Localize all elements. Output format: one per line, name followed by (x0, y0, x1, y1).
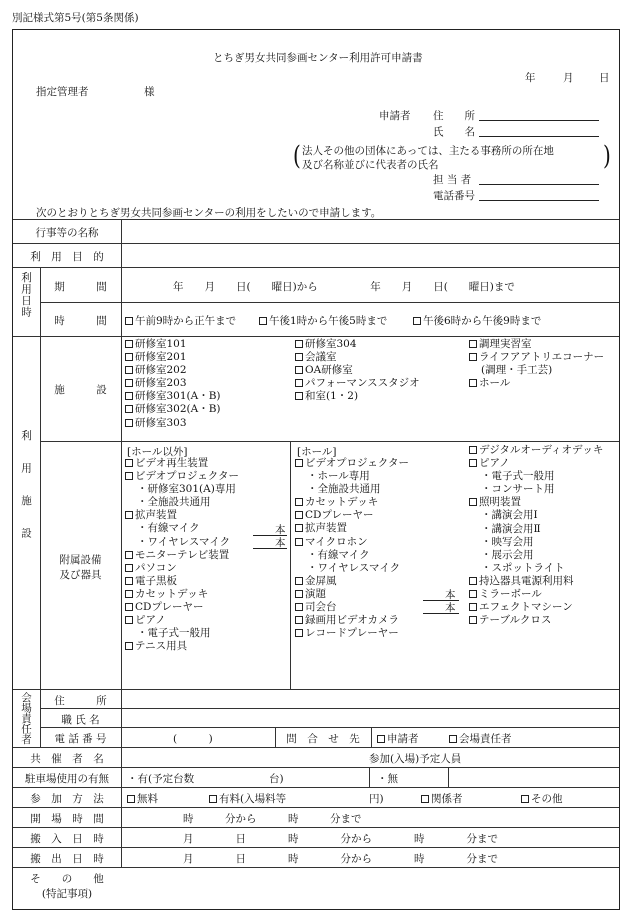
time-option-morning[interactable] (125, 313, 236, 328)
checkbox[interactable] (449, 735, 457, 743)
checkbox-item[interactable] (125, 390, 221, 403)
checkbox-item[interactable] (125, 470, 239, 483)
checkbox-item-label: エフェクトマシーン (479, 601, 573, 614)
row-divider (13, 243, 619, 244)
checkbox-item (469, 549, 603, 562)
checkbox-item-label: 演題 (305, 587, 326, 600)
equipment-list-1 (125, 457, 239, 653)
checkbox-item[interactable] (295, 496, 409, 509)
parking-unit: 台) (269, 773, 284, 785)
checkbox-item-label: 拡声装置 (135, 509, 177, 522)
parking-label: 駐車場使用の有無 (25, 773, 109, 785)
method-option-free-label: 無料 (137, 793, 158, 805)
name-field[interactable] (479, 136, 599, 137)
equipment-header-hall: [ホール] (297, 446, 337, 458)
person-label: 担 当 者 (433, 174, 472, 186)
checkbox-item[interactable] (295, 364, 420, 377)
carry-out-label: 搬 出 日 時 (30, 853, 104, 865)
checkbox-item[interactable] (125, 377, 221, 390)
checkbox-item-label: ・研修室301(A)専用 (137, 483, 236, 496)
method-option-members-label: 関係者 (431, 793, 463, 805)
checkbox-item[interactable] (125, 601, 239, 614)
checkbox-item-label: 司会台 (305, 601, 337, 614)
address-label: 住 所 (433, 110, 475, 122)
checkbox-item (295, 562, 409, 575)
checkbox[interactable] (125, 551, 133, 559)
checkbox[interactable] (295, 577, 303, 585)
checkbox-item (469, 523, 603, 536)
equipment-list-3 (469, 444, 603, 627)
carry-in-label: 搬 入 日 時 (30, 833, 104, 845)
equipment-list-2 (295, 457, 409, 640)
checkbox[interactable] (469, 603, 477, 611)
checkbox-item[interactable] (295, 351, 420, 364)
method-option-free[interactable] (127, 791, 158, 806)
cosponsor-divider-2 (448, 767, 449, 787)
checkbox-item-label: モニターテレビ装置 (135, 548, 230, 561)
checkbox[interactable] (295, 538, 303, 546)
date-day[interactable]: 日 (599, 72, 610, 84)
note-bracket-right: ) (603, 140, 611, 172)
checkbox-item-label: ・ホール専用 (307, 470, 370, 483)
checkbox-item (469, 536, 603, 549)
other-label-1: そ の 他 (30, 873, 104, 885)
manager-address-label: 住 所 (54, 695, 107, 707)
method-option-paid-label: 有料(入場料等 (219, 793, 287, 805)
checkbox-item-label: パソコン (135, 561, 177, 574)
row-divider (40, 302, 619, 303)
checkbox[interactable] (125, 590, 133, 598)
checkbox-item (469, 470, 603, 483)
contact-option-applicant-label: 申請者 (387, 733, 419, 745)
checkbox[interactable] (469, 353, 477, 361)
addressee-suffix: 様 (144, 86, 155, 98)
row-divider (13, 767, 619, 768)
checkbox-item (125, 627, 239, 640)
checkbox[interactable] (125, 366, 133, 374)
contact-option-applicant[interactable] (377, 731, 419, 746)
checkbox-item-label: ビデオ再生装置 (135, 457, 209, 469)
checkbox-item-label: ・電子式一般用 (481, 470, 555, 483)
manager-phone-label: 電 話 番 号 (54, 733, 107, 745)
checkbox-item[interactable] (295, 457, 409, 470)
checkbox[interactable] (125, 616, 133, 624)
parking-no-option[interactable]: ・無 (377, 773, 398, 785)
checkbox[interactable] (295, 590, 303, 598)
contact-option-manager[interactable] (449, 731, 512, 746)
checkbox[interactable] (295, 340, 303, 348)
checkbox[interactable] (295, 603, 303, 611)
checkbox-item-label: 電子黒板 (135, 574, 177, 587)
checkbox[interactable] (295, 366, 303, 374)
corporate-note-1: 法人その他の団体にあっては、主たる事務所の所在地 (302, 145, 554, 157)
checkbox[interactable] (295, 511, 303, 519)
checkbox-item[interactable] (295, 522, 409, 535)
checkbox-item (295, 483, 409, 496)
parking-yes-option[interactable]: ・有(予定台数 (127, 773, 195, 785)
checkbox-item[interactable] (295, 588, 409, 601)
checkbox-item-label: テーブルクロス (479, 614, 552, 627)
time-option-morning-label: 午前9時から正午まで (135, 315, 237, 327)
row-divider (13, 847, 619, 848)
form-caption: 別記様式第5号(第5条関係) (12, 12, 139, 24)
checkbox-item-label: テニス用具 (135, 640, 188, 653)
checkbox-item-label: ・コンサート用 (481, 483, 555, 496)
checkbox[interactable] (125, 511, 133, 519)
checkbox-item (469, 364, 604, 377)
row-divider (13, 336, 619, 337)
row-divider (13, 219, 619, 220)
checkbox[interactable] (125, 472, 133, 480)
checkbox[interactable] (125, 577, 133, 585)
period-text[interactable]: 年 月 日( 曜日)から 年 月 日( 曜日)まで (173, 281, 515, 293)
contact-label: 問 合 せ 先 (286, 733, 360, 745)
checkbox-item[interactable] (469, 338, 604, 351)
checkbox-item-label: 研修室303 (135, 416, 187, 429)
checkbox-item-label: 研修室302(A・B) (135, 403, 221, 416)
checkbox-item[interactable] (125, 575, 239, 588)
checkbox-item (125, 496, 239, 509)
checkbox[interactable] (125, 419, 133, 427)
facility-list-1 (125, 338, 221, 430)
checkbox-item[interactable] (125, 338, 221, 351)
checkbox-item-label: ・全施設共通用 (307, 483, 381, 496)
checkbox-item-label: CDプレーヤー (135, 601, 204, 614)
contact-option-manager-label: 会場責任者 (459, 733, 512, 745)
application-form (12, 29, 620, 910)
checkbox-item-label: 会議室 (305, 351, 337, 364)
equipment-label-1: 附属設備 (59, 554, 102, 566)
corporate-note-2: 及び名称並びに代表者の氏名 (302, 159, 439, 171)
checkbox-item[interactable] (125, 351, 221, 364)
checkbox-item-label: 研修室101 (135, 338, 187, 350)
facility-list-3 (469, 338, 604, 390)
checkbox-item-label: 調理実習室 (479, 338, 532, 350)
checkbox-item-label: ・映写会用 (481, 535, 534, 548)
checkbox[interactable] (469, 340, 477, 348)
checkbox[interactable] (125, 340, 133, 348)
event-name-label: 行事等の名称 (35, 227, 99, 239)
facility-label: 施 設 (54, 384, 107, 396)
checkbox-item[interactable] (469, 457, 603, 470)
checkbox-item-label: 録画用ビデオカメラ (305, 614, 399, 627)
checkbox-item-label: 研修室301(A・B) (135, 390, 221, 403)
checkbox-item[interactable] (469, 377, 604, 390)
checkbox[interactable] (295, 459, 303, 467)
request-statement: 次のとおりとちぎ男女共同参画センターの利用をしたいので申請します。 (36, 207, 382, 219)
checkbox[interactable] (125, 603, 133, 611)
checkbox-item-label: ・電子式一般用 (137, 627, 211, 640)
checkbox[interactable] (421, 795, 429, 803)
checkbox-item-label: 拡声装置 (305, 522, 347, 535)
checkbox-item-label: 研修室202 (135, 364, 187, 377)
checkbox[interactable] (469, 498, 477, 506)
wireless-mic-unit: 本 (275, 537, 286, 549)
checkbox-item[interactable] (469, 588, 603, 601)
row-divider (13, 807, 619, 808)
equipment-label-2: 及び器具 (59, 569, 102, 581)
row-divider (13, 827, 619, 828)
row-divider (13, 267, 619, 268)
checkbox-item[interactable] (295, 509, 409, 522)
checkbox-item (125, 522, 239, 535)
time-option-evening[interactable] (413, 313, 541, 328)
checkbox-item[interactable] (125, 509, 239, 522)
checkbox[interactable] (295, 629, 303, 637)
checkbox-item[interactable] (125, 403, 221, 416)
checkbox-item-label: ・講演会用Ⅰ (481, 509, 538, 522)
date-year[interactable]: 年 (525, 72, 536, 84)
checkbox[interactable] (125, 379, 133, 387)
checkbox[interactable] (469, 379, 477, 387)
checkbox-item[interactable] (469, 351, 604, 364)
checkbox[interactable] (469, 446, 477, 454)
checkbox-item[interactable] (295, 627, 409, 640)
checkbox-item-label: ・有線マイク (137, 522, 200, 535)
checkbox-item (469, 562, 603, 575)
phone-label: 電話番号 (433, 190, 475, 202)
checkbox-item-label: カセットデッキ (135, 587, 209, 600)
method-option-other-label: その他 (531, 793, 563, 805)
checkbox-item-label: ビデオプロジェクター (305, 457, 410, 469)
checkbox[interactable] (125, 405, 133, 413)
checkbox-item (295, 549, 409, 562)
use-facility-label: 利用施設 (20, 430, 32, 560)
label-column-divider (121, 219, 122, 867)
checkbox[interactable] (125, 392, 133, 400)
checkbox-item[interactable] (125, 364, 221, 377)
method-option-members[interactable] (421, 791, 463, 806)
checkbox-item-label: ・ワイヤレスマイク (307, 561, 401, 574)
open-time-field[interactable]: 時 分から 時 分まで (183, 813, 362, 825)
checkbox-item-label: ライフアアトリエコーナー (479, 351, 605, 364)
checkbox-item[interactable] (125, 457, 239, 470)
checkbox-item (125, 536, 239, 549)
checkbox-item[interactable] (469, 601, 603, 614)
method-option-paid[interactable] (209, 791, 286, 806)
checkbox[interactable] (125, 353, 133, 361)
checkbox[interactable] (469, 459, 477, 467)
checkbox-item-label: ・講演会用Ⅱ (481, 522, 541, 535)
person-field[interactable] (479, 184, 599, 185)
checkbox-item-label: マイクロホン (305, 535, 368, 548)
use-datetime-label: 利用日時 (20, 272, 32, 318)
checkbox-item[interactable] (295, 338, 420, 351)
checkbox-item-label: 照明装置 (479, 496, 521, 509)
checkbox[interactable] (127, 795, 135, 803)
checkbox-item[interactable] (469, 575, 603, 588)
carry-out-field[interactable]: 月 日 時 分から 時 分まで (183, 853, 498, 865)
checkbox[interactable] (295, 353, 303, 361)
carry-in-field[interactable]: 月 日 時 分から 時 分まで (183, 833, 498, 845)
checkbox-item[interactable] (469, 444, 603, 457)
checkbox-item (469, 483, 603, 496)
hall-wired-mic-unit: 本 (445, 589, 456, 601)
contact-divider (371, 727, 372, 747)
checkbox[interactable] (469, 590, 477, 598)
checkbox[interactable] (295, 379, 303, 387)
checkbox-item-label: (調理・手工芸) (481, 364, 553, 377)
checkbox-item[interactable] (295, 536, 409, 549)
checkbox-item-label: ・全施設共通用 (137, 496, 211, 509)
checkbox-item[interactable] (125, 549, 239, 562)
cosponsor-divider-1 (369, 767, 370, 787)
checkbox[interactable] (125, 317, 133, 325)
checkbox[interactable] (125, 564, 133, 572)
checkbox-item[interactable] (469, 614, 603, 627)
checkbox-item[interactable] (295, 390, 420, 403)
checkbox[interactable] (469, 616, 477, 624)
row-divider (40, 727, 619, 728)
checkbox-item[interactable] (125, 417, 221, 430)
checkbox-item-label: 持込器具電源利用料 (479, 574, 574, 587)
checkbox-item-label: OA研修室 (305, 364, 353, 377)
open-time-label: 開 場 時 間 (30, 813, 104, 825)
checkbox-item-label: ・展示会用 (481, 548, 534, 561)
checkbox[interactable] (125, 459, 133, 467)
checkbox[interactable] (295, 524, 303, 532)
checkbox-item[interactable] (125, 588, 239, 601)
checkbox-item-label: ・ワイヤレスマイク (137, 535, 231, 548)
checkbox-item-label: 研修室201 (135, 351, 187, 364)
note-bracket-left: ( (293, 140, 301, 172)
purpose-label: 利 用 目 的 (30, 251, 104, 263)
form-title: とちぎ男女共同参画センター利用許可申請書 (213, 52, 423, 64)
other-label-2: (特記事項) (41, 888, 93, 900)
checkbox-item-label: ビデオプロジェクター (135, 470, 240, 483)
checkbox-item-label: 研修室203 (135, 377, 187, 390)
address-field[interactable] (479, 120, 599, 121)
checkbox-item (125, 483, 239, 496)
checkbox[interactable] (295, 616, 303, 624)
checkbox-item-label: CDプレーヤー (305, 509, 374, 522)
checkbox-item-label: ・スポットライト (481, 561, 565, 574)
equipment-header-other: [ホール以外] (127, 446, 188, 458)
checkbox-item-label: ミラーボール (479, 588, 542, 601)
date-month[interactable]: 月 (563, 72, 574, 84)
method-option-other[interactable] (521, 791, 563, 806)
equipment-column-divider (290, 441, 291, 689)
checkbox[interactable] (125, 642, 133, 650)
checkbox-item-label: 研修室304 (305, 338, 357, 350)
checkbox-item[interactable] (469, 496, 603, 509)
checkbox-item-label: ピアノ (135, 614, 166, 627)
checkbox-item-label: ホール (479, 377, 511, 390)
checkbox-item-label: デジタルオーディオデッキ (479, 444, 604, 456)
checkbox-item[interactable] (295, 377, 420, 390)
time-option-afternoon-label: 午後1時から午後5時まで (269, 315, 388, 327)
period-label: 期 間 (54, 281, 107, 293)
attendees-label: 参加(入場)予定人員 (369, 753, 462, 765)
row-divider (13, 867, 619, 868)
method-label: 参 加 方 法 (30, 793, 104, 805)
checkbox[interactable] (377, 735, 385, 743)
row-divider (13, 747, 619, 748)
row-divider (13, 787, 619, 788)
checkbox-item[interactable] (295, 575, 409, 588)
time-label: 時 間 (54, 315, 107, 327)
checkbox-item[interactable] (125, 562, 239, 575)
checkbox-item[interactable] (125, 640, 239, 653)
checkbox-item-label: 和室(1・2) (305, 390, 359, 403)
time-option-evening-label: 午後6時から午後9時まで (423, 315, 542, 327)
checkbox[interactable] (295, 498, 303, 506)
checkbox[interactable] (413, 317, 421, 325)
checkbox-item-label: ピアノ (479, 457, 510, 470)
manager-phone-field[interactable]: ( ) (173, 733, 213, 745)
applicant-label: 申請者 (379, 110, 411, 122)
checkbox-item-label: ・有線マイク (307, 548, 370, 561)
method-yen: 円) (369, 793, 384, 805)
row-divider (13, 689, 619, 690)
checkbox-item[interactable] (125, 614, 239, 627)
checkbox[interactable] (259, 317, 267, 325)
manager-name-label: 職 氏 名 (61, 714, 100, 726)
checkbox-item (295, 470, 409, 483)
row-divider (40, 441, 619, 442)
addressee: 指定管理者 (36, 86, 89, 98)
checkbox-item-label: パフォーマンススタジオ (305, 377, 420, 390)
time-option-afternoon[interactable] (259, 313, 387, 328)
hall-wireless-mic-unit: 本 (445, 602, 456, 614)
phone-field[interactable] (479, 200, 599, 201)
checkbox-item-label: レコードプレーヤー (305, 627, 399, 640)
checkbox[interactable] (295, 392, 303, 400)
checkbox[interactable] (469, 577, 477, 585)
checkbox-item[interactable] (295, 614, 409, 627)
facility-list-2 (295, 338, 420, 403)
checkbox-item-label: 金屏風 (305, 574, 337, 587)
row-divider (40, 708, 619, 709)
checkbox-item[interactable] (295, 601, 409, 614)
checkbox-item-label: カセットデッキ (305, 496, 379, 509)
wired-mic-unit: 本 (275, 524, 286, 536)
venue-manager-label: 会場責任者 (20, 692, 32, 745)
cosponsor-label: 共 催 者 名 (30, 753, 104, 765)
checkbox[interactable] (209, 795, 217, 803)
name-label: 氏 名 (433, 126, 475, 138)
checkbox[interactable] (521, 795, 529, 803)
checkbox-item (469, 509, 603, 522)
